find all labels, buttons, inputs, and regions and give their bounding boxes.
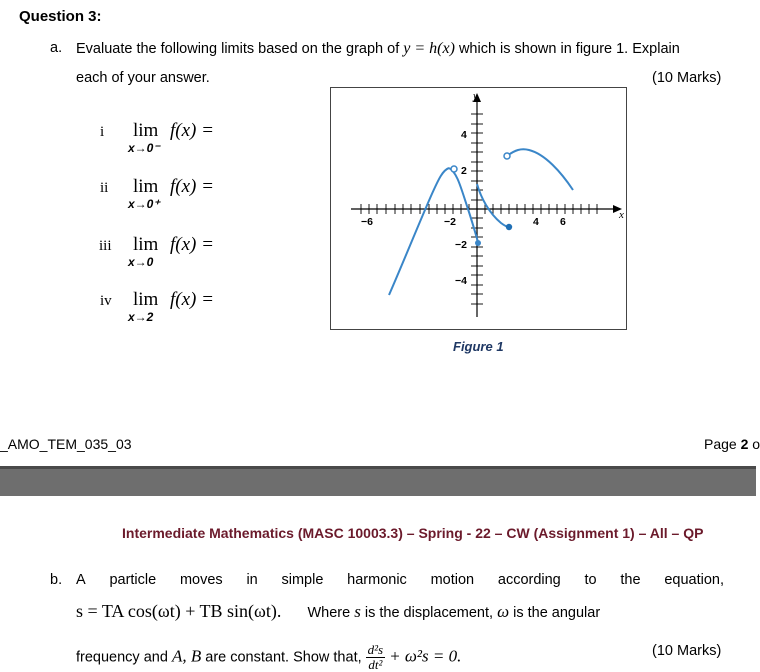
limit-expression [170,176,214,198]
part-a-text1: Evaluate the following limits based on the graph of [76,41,400,57]
part-a-text1-end: which is shown in figure 1. Explain [458,41,680,57]
limit-word: lim [133,120,159,141]
curve-right [507,149,573,190]
part-b-word: A [76,572,86,588]
x-axis-label: x [619,209,624,221]
part-b-line3 [76,643,461,672]
limit-function: f(x) = [170,176,214,197]
part-b-word: according [497,572,561,588]
part-b-where: Where [307,605,351,621]
y-tick-label: 4 [461,129,467,141]
closed-point [475,240,481,246]
frac-denominator: dt² [368,657,383,672]
figure-caption: Figure 1 [453,339,504,354]
question-title: Question 3: [19,8,102,25]
limit-expression [170,120,214,142]
part-b-word: in [246,572,258,588]
figure-1 [330,87,627,330]
part-b-word: particle [109,572,157,588]
y-tick-label: −2 [455,239,467,251]
part-b-word: to [584,572,597,588]
x-tick-label: 4 [533,216,539,228]
limit-number: iii [99,238,112,254]
limit-function: f(x) = [170,289,214,310]
limit-word: lim [133,289,159,310]
page-break [0,466,756,496]
shm-equation: s = TA cos(ωt) + TB sin(ωt). [76,601,282,621]
page-header: Intermediate Mathematics (MASC 10003.3) – Spring - 22 – CW (Assignment 1) – All – QP [122,525,704,541]
part-a-marks: (10 Marks) [652,70,722,86]
y-tick-label: −4 [455,275,467,287]
limit-subscript: x→0⁻ [128,141,160,155]
open-point [451,166,457,172]
graph [331,88,626,329]
part-a-label: a. [50,40,63,56]
part-b-word: harmonic [347,572,407,588]
part-b-label: b. [50,572,63,588]
x-tick-label: −6 [361,216,373,228]
frac-numerator: d²s [367,642,384,657]
limit-subscript: x→0 [128,255,154,269]
closed-point [506,224,512,230]
page-break-edge [0,466,756,469]
var-ab: A, B [171,646,202,666]
limit-expression [170,289,214,311]
footer-doc-code: _AMO_TEM_035_03 [0,436,132,452]
footer-page-prefix: Page [704,436,737,452]
limit-function: f(x) = [170,120,214,141]
part-a-line1 [76,40,680,58]
footer-page [704,436,760,452]
limit-function: f(x) = [170,234,214,255]
part-b-constant: are constant. Show that, [205,649,362,666]
part-b-displacement: is the displacement, [364,605,494,621]
limit-number: iv [100,293,112,309]
part-b-word: equation, [664,572,724,588]
x-tick-label: 6 [560,216,566,228]
y-tick-label: 2 [461,165,467,177]
limit-word: lim [133,176,159,197]
part-b-word: motion [430,572,475,588]
footer-page-suffix: o [752,436,760,452]
curve-left [389,168,449,295]
var-s: s [354,602,361,621]
part-b-word: moves [179,572,223,588]
y-axis-label: y [473,91,478,102]
part-b-line1 [76,572,724,588]
part-a-math: y = h(x) [403,40,455,57]
ode-rest: + ω²s = 0. [389,646,462,666]
limit-word: lim [133,234,159,255]
part-b-word: simple [281,572,324,588]
part-b-frequency: frequency and [76,649,168,666]
open-point [504,153,510,159]
limit-subscript: x→2 [128,310,154,324]
part-b-line2 [76,601,600,622]
limit-number: ii [100,180,109,196]
part-a-line2: each of your answer. [76,70,210,86]
limit-subscript: x→0⁺ [128,197,160,211]
part-b-angular: is the angular [513,605,601,621]
limit-number: i [100,124,105,140]
x-tick-label: −2 [444,216,456,228]
second-derivative [366,643,385,672]
part-b-word: the [620,572,641,588]
part-b-marks: (10 Marks) [652,643,722,659]
var-omega: ω [497,602,510,621]
limit-expression [170,234,214,256]
footer-page-number: 2 [740,436,749,452]
